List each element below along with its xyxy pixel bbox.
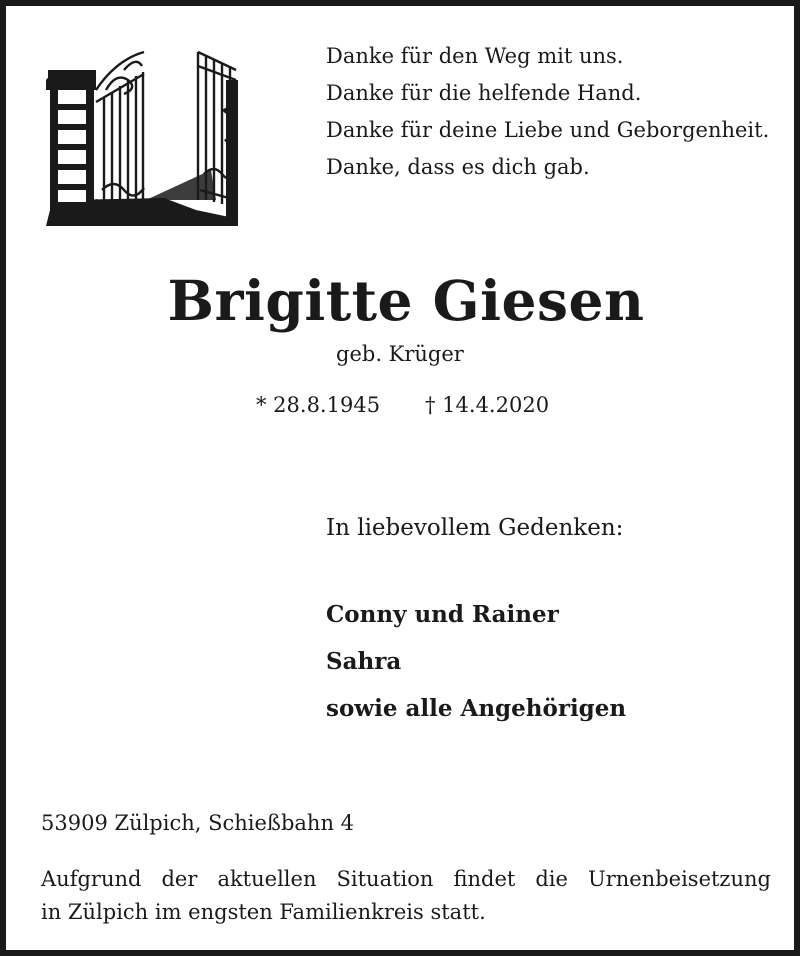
memorial-phrase: In liebevollem Gedenken: — [326, 515, 624, 541]
notice-line: in Zülpich im engsten Familienkreis statt. — [41, 900, 486, 924]
burial-notice — [41, 863, 771, 929]
death-date: † 14.4.2020 — [425, 393, 550, 417]
maiden-name: geb. Krüger — [336, 342, 464, 366]
poem-line: Danke, dass es dich gab. — [326, 155, 590, 179]
deceased-name: Brigitte Giesen — [167, 268, 645, 333]
mourner-entry: sowie alle Angehörigen — [326, 695, 627, 722]
garden-gate-icon — [46, 50, 238, 230]
poem-verse — [326, 38, 786, 186]
mourner-entry: Sahra — [326, 648, 402, 675]
poem-line: Danke für die helfende Hand. — [326, 81, 642, 105]
notice-line: Aufgrund der aktuellen Situation findet die Urnenbeisetzung — [41, 867, 771, 891]
poem-line: Danke für deine Liebe und Geborgenheit. — [326, 118, 770, 142]
mourners-list — [326, 591, 626, 732]
mourner-entry: Conny und Rainer — [326, 601, 559, 628]
poem-line: Danke für den Weg mit uns. — [326, 44, 624, 68]
family-address: 53909 Zülpich, Schießbahn 4 — [41, 811, 355, 835]
birth-date: * 28.8.1945 — [256, 393, 381, 417]
